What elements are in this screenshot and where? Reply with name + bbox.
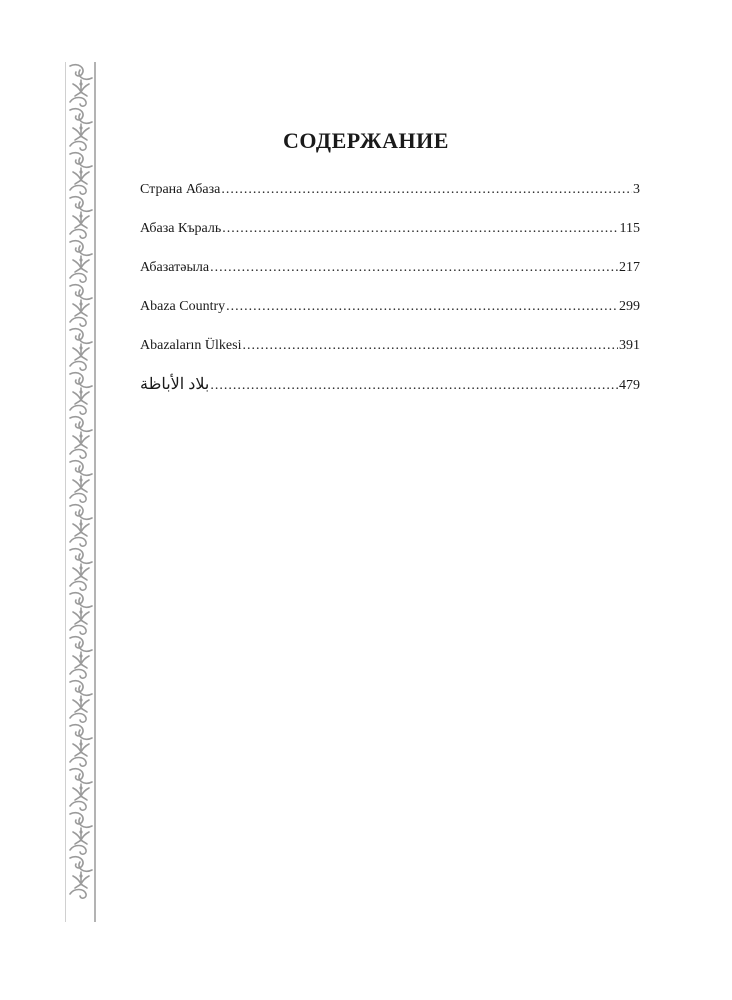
dot-leader — [210, 258, 618, 278]
toc-entry-page: 217 — [619, 260, 640, 275]
dot-leader — [242, 336, 618, 356]
toc-entry[interactable] — [140, 336, 640, 375]
toc-entry-page: 391 — [619, 338, 640, 353]
dot-leader — [226, 297, 618, 317]
page-title: СОДЕРЖАНИЕ — [283, 128, 449, 153]
dot-leader — [221, 180, 632, 200]
toc-entry-title: Abaza Country — [140, 299, 226, 314]
toc-entry[interactable] — [140, 180, 640, 219]
toc-entry-title: Страна Абаза — [140, 182, 221, 197]
toc-entry[interactable] — [140, 297, 640, 336]
table-of-contents — [140, 180, 640, 414]
toc-entry-page: 299 — [619, 299, 640, 314]
toc-entry[interactable] — [140, 219, 640, 258]
toc-entry-page: 479 — [619, 378, 640, 393]
dot-leader — [210, 376, 618, 396]
toc-entry[interactable] — [140, 375, 640, 414]
dot-leader — [222, 219, 618, 239]
toc-entry-title: Абаза Къраль — [140, 221, 222, 236]
toc-entry[interactable] — [140, 258, 640, 297]
toc-entry-title: Абазатәыла — [140, 260, 210, 275]
toc-entry-title: Abazaların Ülkesi — [140, 338, 242, 353]
toc-entry-page: 115 — [619, 221, 640, 236]
ornamental-border-icon — [64, 62, 98, 922]
toc-entry-page: 3 — [633, 182, 640, 197]
toc-entry-title: بلاد الأباظة — [140, 376, 210, 393]
